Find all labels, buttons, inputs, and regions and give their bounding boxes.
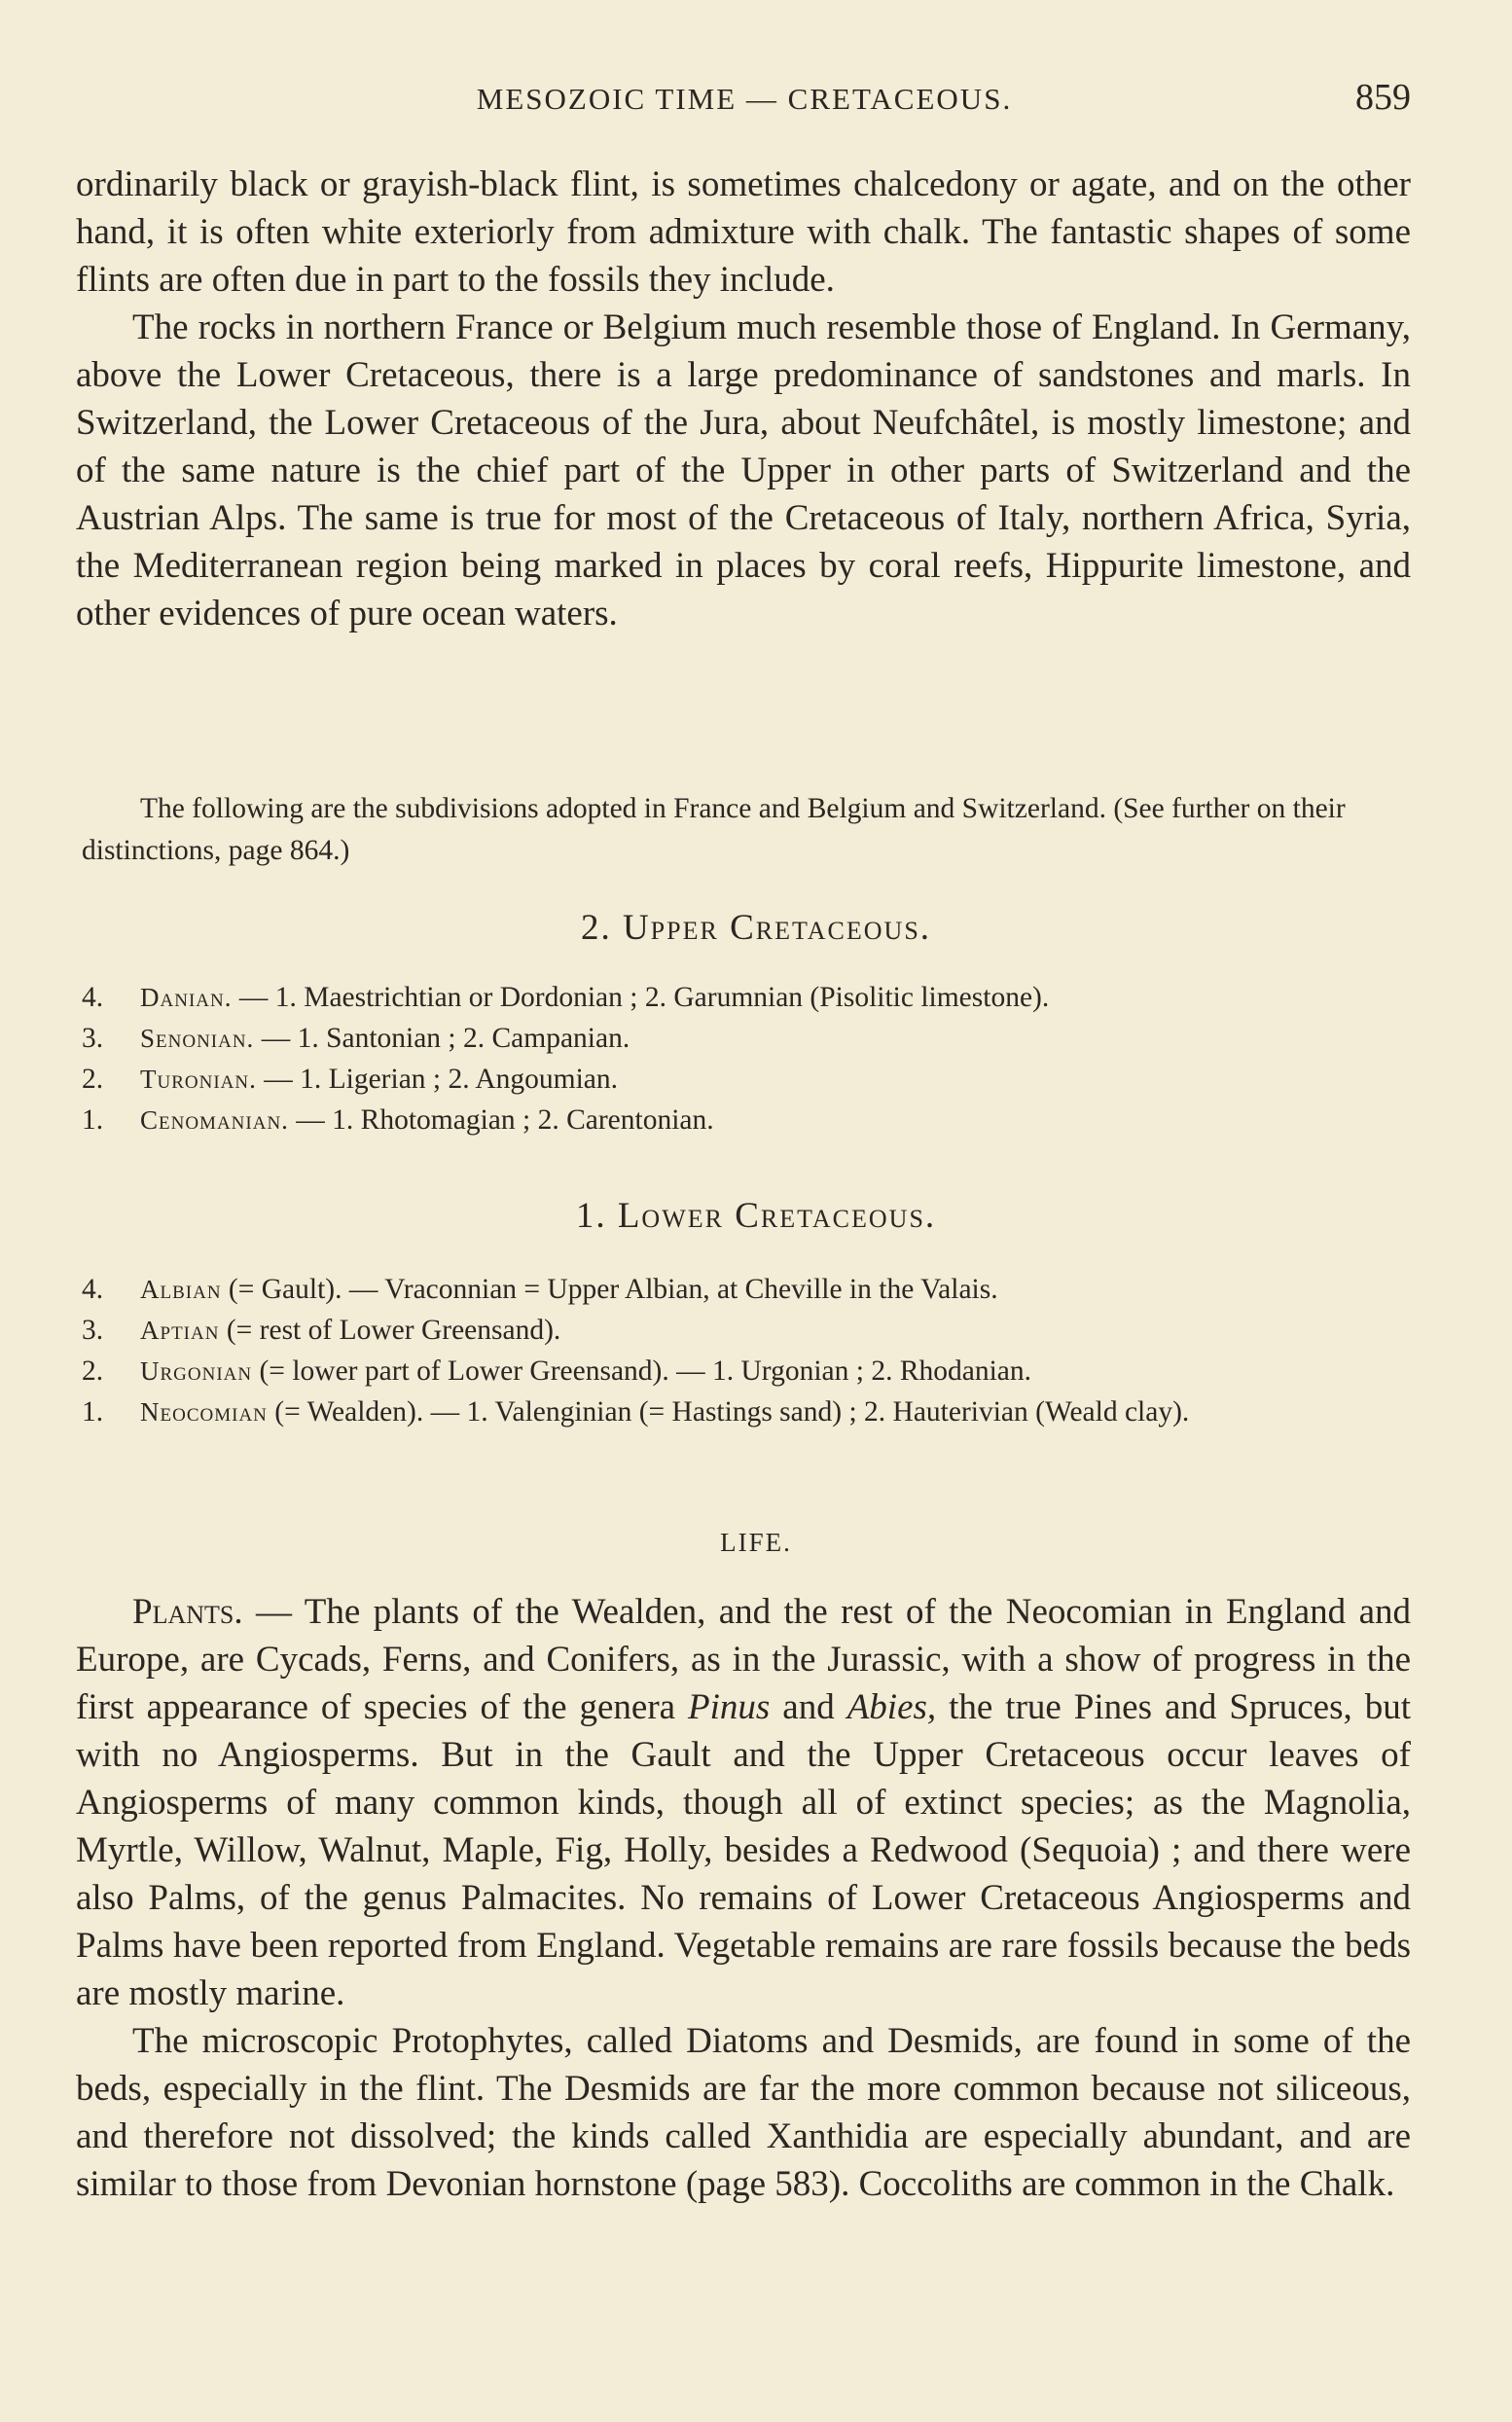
upper-heading-number: 2. bbox=[580, 908, 612, 948]
list-item: 4. Danian. — 1. Maestrichtian or Dordonian ; 2. Garumnian (Pisolitic limestone). bbox=[82, 982, 1050, 1013]
life-text bbox=[76, 1588, 1411, 2208]
lower-heading-number: 1. bbox=[575, 1196, 607, 1236]
upper-cretaceous-heading bbox=[0, 907, 1512, 949]
upper-heading-title: Upper Cretaceous. bbox=[622, 908, 932, 948]
page-number: 859 bbox=[1355, 77, 1411, 118]
list-item: 1. Cenomanian. — 1. Rhotomagian ; 2. Carentonian. bbox=[82, 1104, 714, 1136]
plants-paragraph: Plants. — The plants of the Wealden, and the rest of the Neocomian in England and Europe, are Cycads, Ferns, and Conifers, as in the Jurassic, with a show of progress in the first appearance of species of the genera Pinus and Abies, the true Pines and Spruces, but with no Angiosperms. But in the Gault and the Upper Cretaceous occur leaves of Angiosperms of many common kinds, though all of extinct species; as the Magnolia, Myrtle, Willow, Walnut, Maple, Fig, Holly, besides a Redwood (Sequoia) ; and there were also Palms, of the genus Palmacites. No remains of Lower Cretaceous Angiosperms and Palms have been reported from England. Vegetable remains are rare fossils because the beds are mostly marine. bbox=[76, 1592, 1411, 2013]
intro-paragraph-1: ordinarily black or grayish-black flint, is sometimes chalcedony or agate, and on the other hand, it is often white exteriorly from admixture with chalk. The fantastic shapes of some flints are often due in part to the fossils they include. bbox=[76, 164, 1411, 300]
list-item: 3. Aptian (= rest of Lower Greensand). bbox=[82, 1315, 561, 1346]
subdivisions-note-text: The following are the subdivisions adopted in France and Belgium and Switzerland. (See further on their distinctions, page 864.) bbox=[82, 793, 1346, 866]
list-item: 4. Albian (= Gault). — Vraconnian = Upper Albian, at Cheville in the Valais. bbox=[82, 1274, 998, 1305]
lower-cretaceous-list bbox=[82, 1269, 1424, 1432]
list-item: 2. Urgonian (= lower part of Lower Greensand). — 1. Urgonian ; 2. Rhodanian. bbox=[82, 1356, 1032, 1387]
protophytes-paragraph: The microscopic Protophytes, called Diatoms and Desmids, are found in some of the beds, especially in the flint. The Desmids are far the more common because not siliceous, and therefore not dissolved; the kinds called Xanthidia are especially abundant, and are similar to those from Devonian hornstone (page 583). Coccoliths are common in the Chalk. bbox=[76, 2021, 1411, 2204]
intro-paragraph-2: The rocks in northern France or Belgium much resemble those of England. In Germany, above the Lower Cretaceous, there is a large predominance of sandstones and marls. In Switzerland, the Lower Cretaceous of the Jura, about Neufchâtel, is mostly limestone; and of the same nature is the chief part of the Upper in other parts of Switzerland and the Austrian Alps. The same is true for most of the Cretaceous of Italy, northern Africa, Syria, the Mediterranean region being marked in places by coral reefs, Hippurite limestone, and other evidences of pure ocean waters. bbox=[76, 307, 1411, 633]
lower-cretaceous-heading bbox=[0, 1195, 1512, 1237]
genus-abies: Abies, bbox=[846, 1687, 937, 1727]
list-item: 1. Neocomian (= Wealden). — 1. Valenginian (= Hastings sand) ; 2. Hauterivian (Weald clay). bbox=[82, 1396, 1190, 1428]
genus-pinus: Pinus bbox=[688, 1687, 771, 1727]
page-header bbox=[78, 76, 1411, 127]
subdivisions-note bbox=[82, 788, 1411, 872]
plants-label: Plants. bbox=[132, 1592, 243, 1632]
running-title: MESOZOIC TIME — CRETACEOUS. bbox=[476, 82, 1013, 116]
lower-heading-title: Lower Cretaceous. bbox=[617, 1196, 937, 1236]
upper-cretaceous-list bbox=[82, 977, 1424, 1140]
list-item: 2. Turonian. — 1. Ligerian ; 2. Angoumian. bbox=[82, 1064, 619, 1095]
intro-text bbox=[76, 161, 1411, 637]
list-item: 3. Senonian. — 1. Santonian ; 2. Campanian. bbox=[82, 1023, 630, 1054]
life-heading: LIFE. bbox=[720, 1528, 792, 1557]
